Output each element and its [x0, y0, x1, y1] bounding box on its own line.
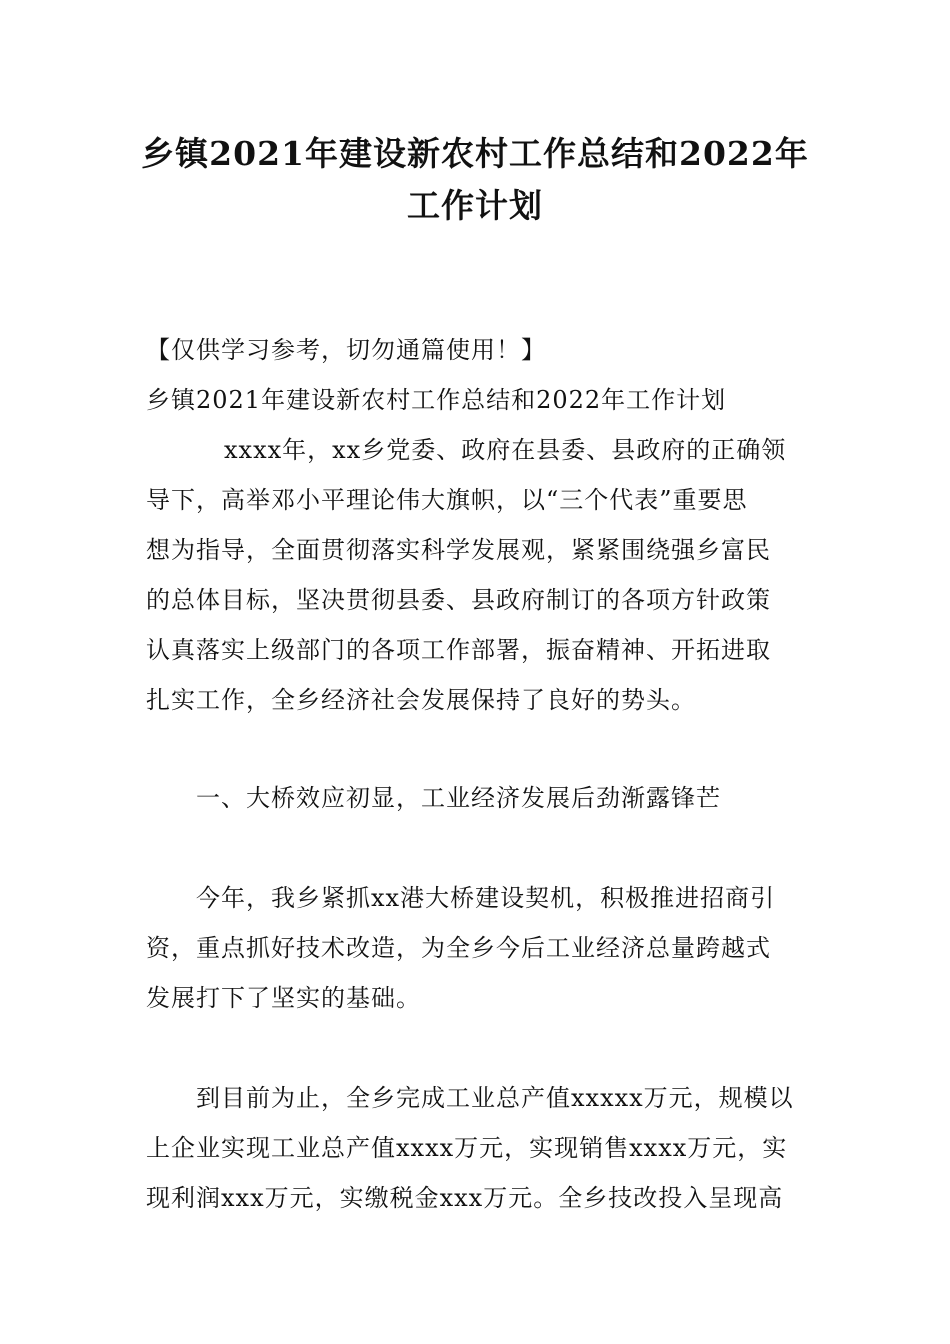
intro-line-5: 认真落实上级部门的各项工作部署，振奋精神、开拓进取 [146, 636, 771, 664]
para2-line-3: 发展打下了坚实的基础。 [146, 984, 421, 1012]
notice-text: 【仅供学习参考，切勿通篇使用！】 [146, 336, 546, 364]
intro-line-2: 导下，高举邓小平理论伟大旗帜，以“三个代表”重要思 [146, 486, 748, 514]
paragraph-2 [146, 873, 806, 1023]
title-line-2: 工作计划 [407, 186, 543, 225]
para3-line-2: 上企业实现工业总产值xxxx万元，实现销售xxxx万元，实 [146, 1134, 788, 1162]
subtitle-text: 乡镇2021年建设新农村工作总结和2022年工作计划 [146, 386, 727, 414]
document-title [100, 128, 850, 232]
para3-line-1: 到目前为止，全乡完成工业总产值xxxxx万元，规模以 [196, 1084, 794, 1112]
para3-line-3: 现利润xxx万元，实缴税金xxx万元。全乡技改投入呈现高 [146, 1184, 784, 1212]
intro-line-1: xxxx年，xx乡党委、政府在县委、县政府的正确领 [224, 436, 787, 464]
section-heading-text: 一、大桥效应初显，工业经济发展后劲渐露锋芒 [196, 784, 721, 812]
section-heading-1 [146, 773, 806, 823]
intro-paragraph [146, 425, 806, 725]
para2-line-1: 今年，我乡紧抓xx港大桥建设契机，积极推进招商引 [196, 884, 776, 912]
intro-line-3: 想为指导，全面贯彻落实科学发展观，紧紧围绕强乡富民 [146, 536, 771, 564]
para2-line-2: 资，重点抓好技术改造，为全乡今后工业经济总量跨越式 [146, 934, 771, 962]
intro-line-6: 扎实工作，全乡经济社会发展保持了良好的势头。 [146, 686, 696, 714]
title-line-1: 乡镇2021年建设新农村工作总结和2022年 [141, 134, 809, 173]
notice-block [146, 325, 806, 425]
intro-line-4: 的总体目标，坚决贯彻县委、县政府制订的各项方针政策 [146, 586, 771, 614]
paragraph-3 [146, 1073, 806, 1223]
